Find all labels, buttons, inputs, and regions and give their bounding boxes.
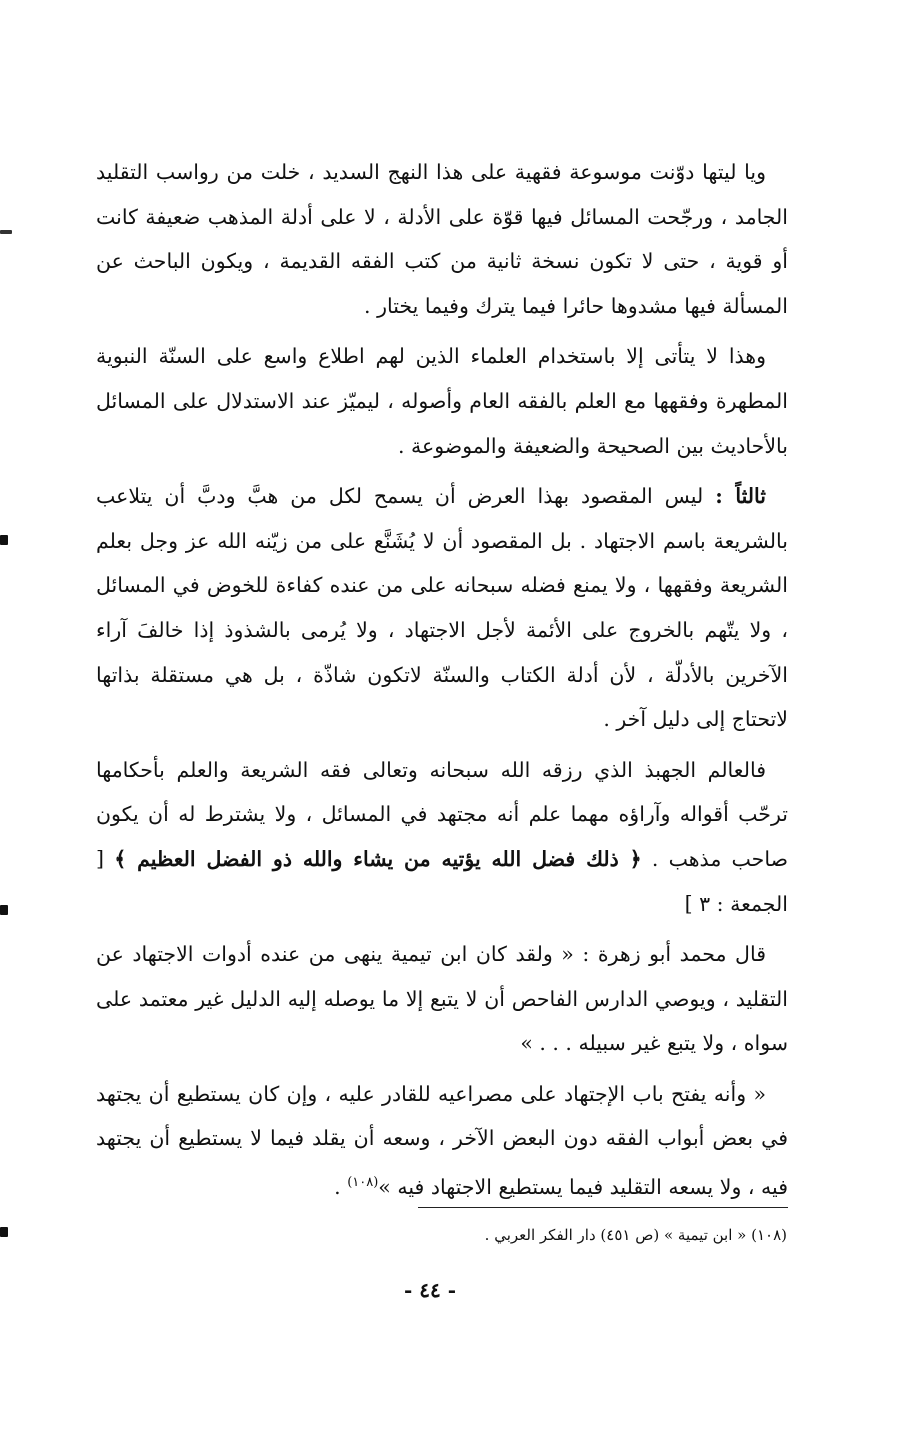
paragraph-text: ليس المقصود بهذا العرض أن يسمح لكل من هبَّ ودبَّ أن يتلاعب بالشريعة باسم الاجتهاد . بل المقصود أن لا يُشَنَّع على من زيّنه الله عز وجل بعلم الشريعة وفقهها ، ولا يمنع فضله سبحانه على من عنده كفاءة للخوض في المسائل ، ولا يتّهم بالخروج على الأئمة لأجل الاجتهاد ، ولا يُرمى بالشذوذ إذا خالفَ آراء الآخرين بالأدلّة ، لأن أدلة الكتاب والسنّة لاتكون شاذّة ، بل هي مستقلة بذاتها لاتحتاج إلى دليل آخر . (96, 484, 788, 732)
paragraph-text: قال محمد أبو زهرة : « ولقد كان ابن تيمية ينهى من عنده أدوات الاجتهاد عن التقليد ، ويوصي الدارس الفاحص أن لا يتبع إلا ما يوصله إليه الدليل غير معتمد على سواه ، ولا يتبع غير سبيله . . . » (96, 942, 788, 1056)
footnote-separator (418, 1207, 788, 1208)
body-text (96, 150, 788, 1215)
paragraph (96, 474, 788, 742)
paragraph (96, 932, 788, 1066)
quran-verse: ﴿ ذلك فضل الله يؤتيه من يشاء والله ذو الفضل العظيم ﴾ (114, 846, 642, 871)
footnote: (١٠٨) « ابن تيمية » (ص ٤٥١) دار الفكر العربي . (484, 1226, 787, 1244)
paragraph (96, 748, 788, 926)
paragraph-text: فالعالم الجهبذ الذي رزقه الله سبحانه وتعالى فقه الشريعة والعلم بأحكامها ترحّب أقواله وآراؤه مهما علم أنه مجتهد في المسائل ، ولا يشترط له أن يكون صاحب مذهب . (96, 757, 788, 871)
paragraph-text: ويا ليتها دوّنت موسوعة فقهية على هذا النهج السديد ، خلت من رواسب التقليد الجامد ، ورجّحت المسائل فيها قوّة على الأدلة ، لا على أدلة المذهب ضعيفة كانت أو قوية ، حتى لا تكون نسخة ثانية من كتب الفقه القديمة ، ويكون الباحث عن المسألة فيها مشدوها حائرا فيما يترك وفيما يختار . (96, 160, 788, 318)
scan-margin-mark (0, 230, 12, 234)
scan-margin-mark (0, 905, 8, 915)
paragraph-end: . (334, 1174, 348, 1199)
paragraph (96, 150, 788, 328)
scan-margin-mark (0, 535, 8, 545)
scan-margin-mark (0, 1227, 8, 1237)
footnote-reference: (١٠٨) (347, 1175, 379, 1191)
verse-reference: [ الجمعة : ٣ ] (96, 846, 788, 916)
paragraph (96, 334, 788, 468)
page-number: - ٤٤ - (403, 1278, 456, 1302)
paragraph-text: وهذا لا يتأتى إلا باستخدام العلماء الذين لهم اطلاع واسع على السنّة النبوية المطهرة وفقهها مع العلم بالفقه العام وأصوله ، ليميّز عند الاستدلال على المسائل بالأحاديث بين الصحيحة والضعيفة والموضوعة . (96, 344, 788, 458)
paragraph-text: « وأنه يفتح باب الإجتهاد على مصراعيه للقادر عليه ، وإن كان يستطيع أن يجتهد في بعض أبواب الفقه دون البعض الآخر ، وسعه أن يقلد فيما لا يستطيع أن يجتهد فيه ، ولا يسعه التقليد فيما يستطيع الاجتهاد فيه » (96, 1081, 788, 1199)
section-lead: ثالثاً : (715, 484, 766, 509)
paragraph (96, 1072, 788, 1210)
